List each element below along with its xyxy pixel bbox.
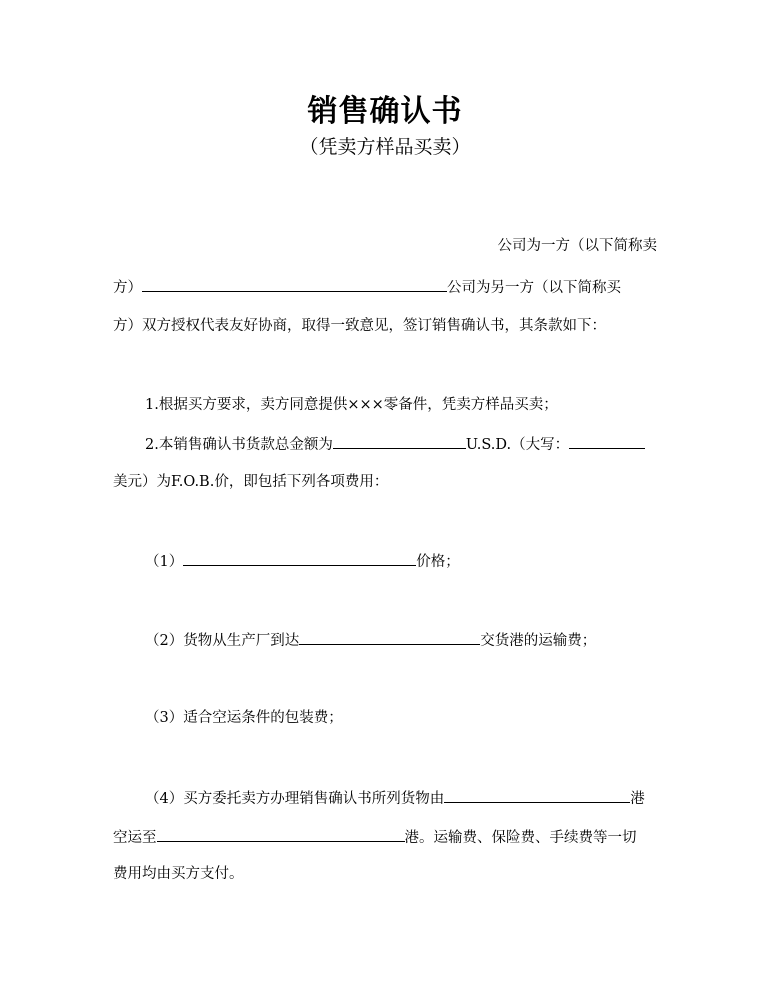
agreement-intro: 方）双方授权代表友好协商，取得一致意见，签订销售确认书，其条款如下： xyxy=(113,318,606,334)
sub-item-4-line2-start: 空运至 xyxy=(113,830,157,846)
destination-port-blank[interactable] xyxy=(157,826,405,842)
document-title: 销售确认书 xyxy=(307,94,463,129)
sub-item-4-end: 港 xyxy=(630,791,645,807)
factory-blank[interactable] xyxy=(299,629,480,645)
price-blank[interactable] xyxy=(183,550,416,566)
sub-item-2 xyxy=(145,629,596,649)
clause-2-continued: 美元）为F.O.B.价，即包括下列各项费用： xyxy=(113,474,389,490)
sub-item-4-start: （4）买方委托卖方办理销售确认书所列货物由 xyxy=(145,791,445,807)
clause-2-mid: U.S.D.（大写： xyxy=(465,437,570,453)
clause-2-start: 2.本销售确认书货款总金额为 xyxy=(145,437,333,453)
sub-item-2-start: （2）货物从生产厂到达 xyxy=(145,633,300,649)
sub-item-1-suffix: 价格； xyxy=(416,554,460,570)
sub-item-2-end: 交货港的运输费； xyxy=(480,633,597,649)
party-name-blank[interactable] xyxy=(142,276,447,292)
party-b-line xyxy=(113,276,621,296)
sub-item-4-continued xyxy=(113,826,637,846)
party-a-line: 公司为一方（以下简称卖 xyxy=(497,238,657,254)
origin-port-blank[interactable] xyxy=(444,787,630,803)
total-amount-blank[interactable] xyxy=(333,433,466,449)
sub-item-1 xyxy=(145,550,460,570)
amount-words-blank[interactable] xyxy=(569,433,645,449)
sub-item-3: （3）适合空运条件的包装费； xyxy=(145,710,343,726)
party-b-suffix: 公司为另一方（以下简称买 xyxy=(447,280,621,296)
sub-item-4 xyxy=(145,787,645,807)
document-subtitle: （凭卖方样品买卖） xyxy=(299,136,471,158)
sub-item-4-final: 费用均由买方支付。 xyxy=(113,866,244,882)
clause-2 xyxy=(145,433,645,453)
party-b-prefix: 方） xyxy=(113,280,142,296)
sub-item-1-label: （1） xyxy=(145,554,184,570)
sub-item-4-line2-end: 港。运输费、保险费、手续费等一切 xyxy=(404,830,637,846)
clause-1: 1.根据买方要求，卖方同意提供×××零备件，凭卖方样品买卖； xyxy=(145,397,558,413)
